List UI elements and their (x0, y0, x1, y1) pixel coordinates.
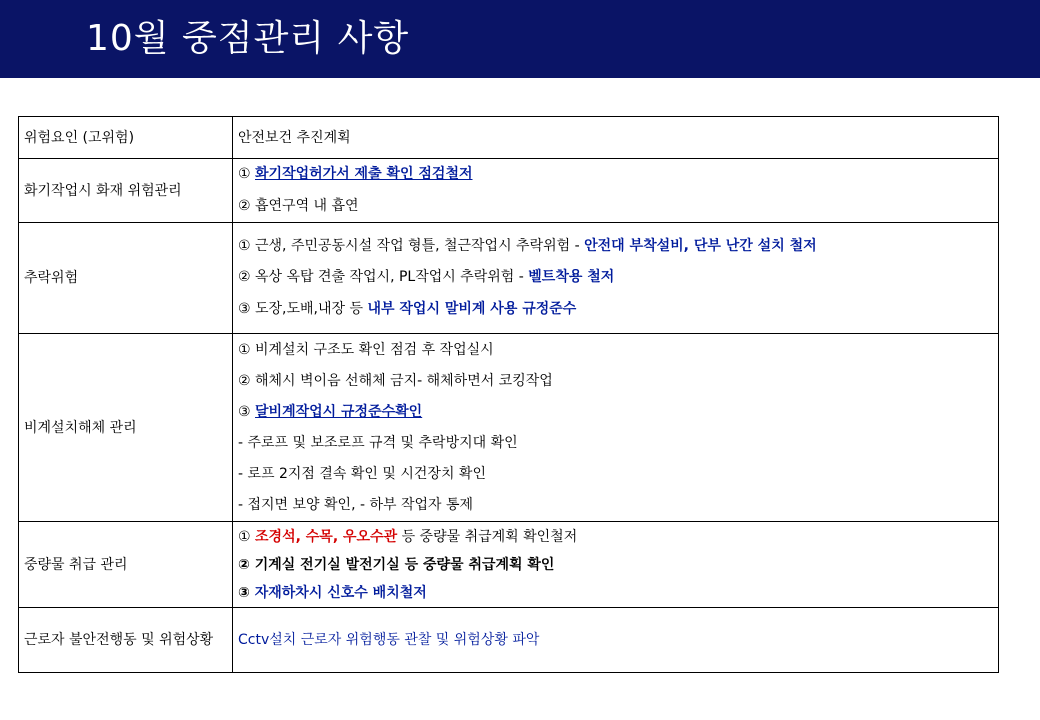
emphasis-text: 안전대 부착설비, 단부 난간 설치 철저 (584, 237, 817, 254)
emphasis-text: 화기작업허가서 제출 확인 점검철저 (255, 166, 473, 182)
plan-cell (233, 522, 999, 608)
plan-line: ① 근생, 주민공동시설 작업 형틀, 철근작업시 추락위험 - 안전대 부착설비, 단부 난간 설치 철저 (238, 237, 817, 254)
emphasis-text: 벨트착용 철저 (528, 269, 615, 286)
table-row (19, 608, 999, 673)
emphasis-text: 내부 작업시 말비계 사용 규정준수 (367, 300, 577, 317)
table-row (19, 223, 999, 334)
table-row (19, 522, 999, 608)
plan-line: ② 해체시 벽이음 선해체 금지- 해체하면서 코킹작업 (238, 372, 553, 389)
header-risk: 위험요인 (고위험) (19, 117, 233, 159)
plan-cell (233, 608, 999, 673)
plan-line: ② 기계실 전기실 발전기실 등 중량물 취급계획 확인 (238, 556, 555, 573)
risk-cell: 근로자 불안전행동 및 위험상황 (19, 608, 233, 673)
plan-line: - 주로프 및 보조로프 규격 및 추락방지대 확인 (238, 434, 518, 451)
table-header-row (19, 117, 999, 159)
emphasis-text: 기계실 전기실 발전기실 등 중량물 취급계획 확인 (254, 556, 555, 573)
plan-line: ③ 자재하차시 신호수 배치철저 (238, 584, 427, 601)
plan-line: ③ 도장,도배,내장 등 내부 작업시 말비계 사용 규정준수 (238, 300, 577, 317)
title-bar (0, 0, 1040, 78)
plan-line: ① 조경석, 수목, 우오수관 등 중량물 취급계획 확인철저 (238, 528, 578, 545)
plan-line: Cctv설치 근로자 위험행동 관찰 및 위험상황 파악 (238, 632, 540, 648)
plan-cell (233, 159, 999, 223)
emphasis-text: 달비계작업시 규정준수확인 (255, 403, 423, 420)
page-title: 10월 중점관리 사항 (86, 18, 410, 59)
plan-cell (233, 334, 999, 522)
risk-cell: 비계설치해체 관리 (19, 334, 233, 522)
table-row (19, 159, 999, 223)
plan-line: ③ 달비계작업시 규정준수확인 (238, 403, 423, 420)
plan-cell (233, 223, 999, 334)
emphasis-text: 자재하차시 신호수 배치철저 (254, 584, 427, 601)
plan-line: ① 비계설치 구조도 확인 점검 후 작업실시 (238, 341, 494, 358)
risk-cell: 추락위험 (19, 223, 233, 334)
risk-cell: 화기작업시 화재 위험관리 (19, 159, 233, 223)
plan-line: ② 흡연구역 내 흡연 (238, 197, 359, 214)
safety-plan-table (18, 116, 999, 673)
emphasis-red-text: 조경석, 수목, 우오수관 (255, 528, 398, 545)
table-row (19, 334, 999, 522)
plan-line: ① 화기작업허가서 제출 확인 점검철저 (238, 166, 473, 182)
plan-line: - 로프 2지점 결속 확인 및 시건장치 확인 (238, 465, 486, 482)
header-plan: 안전보건 추진계획 (233, 117, 999, 159)
risk-cell: 중량물 취급 관리 (19, 522, 233, 608)
plan-line: ② 옥상 옥탑 견출 작업시, PL작업시 추락위험 - 벨트착용 철저 (238, 269, 615, 286)
plan-line: - 접지면 보양 확인, - 하부 작업자 통제 (238, 496, 474, 513)
